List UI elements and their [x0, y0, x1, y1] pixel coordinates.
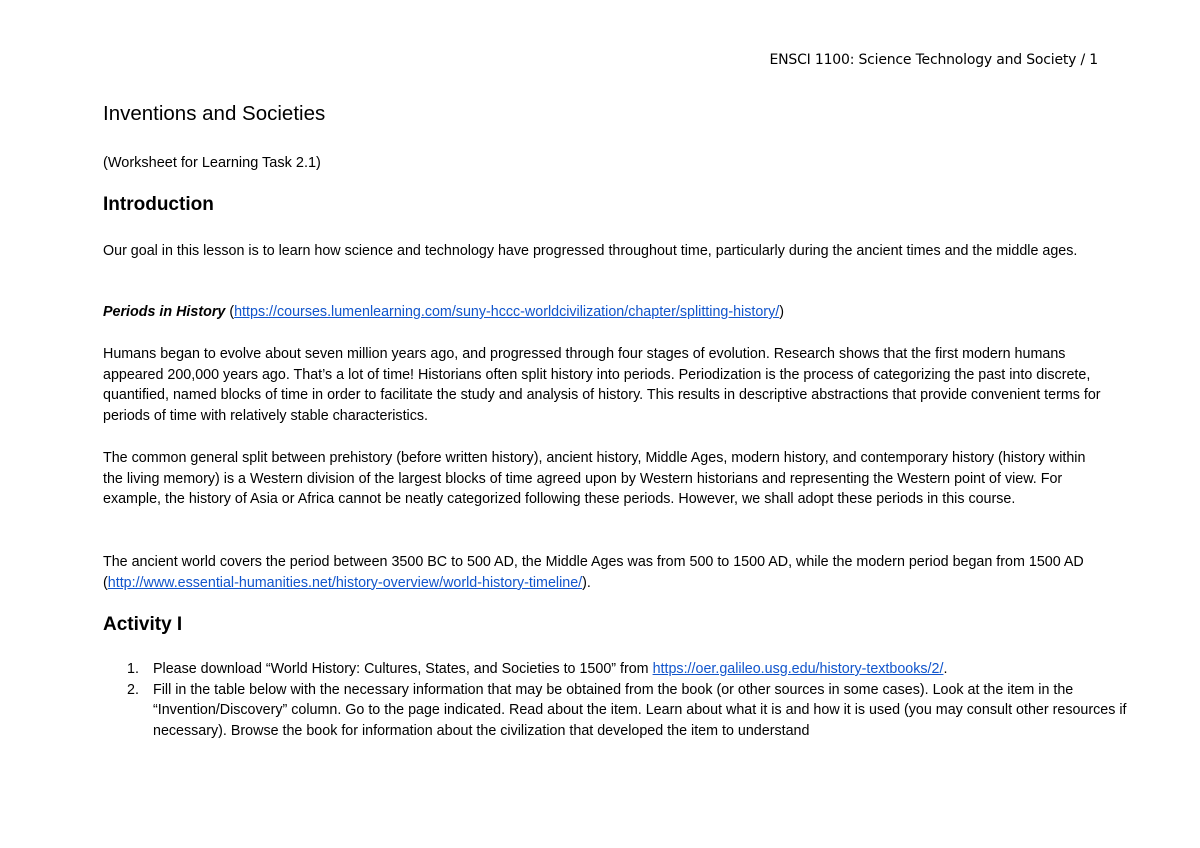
- textbook-download-link[interactable]: https://oer.galileo.usg.edu/history-textbooks/2/: [652, 661, 944, 677]
- step-number: 2.: [127, 681, 139, 698]
- timeline-text: The ancient world covers the period between 3500 BC to 500 AD, the Middle Ages was from 500 to 1500 AD, while the modern period began from 1500 AD (: [103, 554, 1084, 591]
- open-paren: (: [225, 304, 235, 320]
- step-number: 1.: [127, 661, 139, 677]
- periods-paragraph-evolution: Humans began to evolve about seven million years ago, and progressed through four stages of evolution. Research shows that the first modern humans appeared 200,000 years ago. That’s a lot of time! Historians often split history into periods. Periodization is the process of categorizing the past into discrete, quantified, named blocks of time in order to facilitate the study and analysis of history. This results in descriptive abstractions that provide convenient terms for periods of time with relatively stable characteristics.: [103, 346, 1101, 425]
- document-subtitle: (Worksheet for Learning Task 2.1): [103, 155, 321, 171]
- timeline-link[interactable]: http://www.essential-humanities.net/history-overview/world-history-timeline/: [107, 574, 583, 591]
- introduction-heading: Introduction: [103, 194, 214, 215]
- step-text: Please download “World History: Cultures, States, and Societies to 1500” from: [153, 661, 653, 677]
- periods-paragraph-western-split: The common general split between prehistory (before written history), ancient history, Middle Ages, modern history, and contemporary history (history within the living memory) is a Western division of the largest blocks of time agreed upon by Western historians and representing the Western point of view. For example, the history of Asia or Africa cannot be neatly categorized following these periods. However, we shall adopt these periods in this course.: [103, 450, 1086, 508]
- timeline-end: ).: [582, 574, 591, 591]
- step-text: Fill in the table below with the necessary information that may be obtained from the book (or other sources in some cases). Look at the item in the “Invention/Discovery” column. Go to the page indicated. Read about the item. Learn about what it is and how it is used (you may consult other resources if necessary). Browse the book for information about the civilization that developed the item to understand: [153, 681, 1127, 740]
- periods-in-history-line: [103, 304, 784, 320]
- introduction-paragraph: Our goal in this lesson is to learn how science and technology have progressed throughout time, particularly during the ancient times and the middle ages.: [103, 243, 1078, 259]
- document-title: Inventions and Societies: [103, 102, 326, 125]
- activity-heading: Activity I: [103, 614, 183, 635]
- running-header: ENSCI 1100: Science Technology and Society / 1: [769, 52, 1098, 68]
- periods-source-link[interactable]: https://courses.lumenlearning.com/suny-hccc-worldcivilization/chapter/splitting-history/: [234, 304, 780, 320]
- activity-steps-list: [103, 659, 1153, 742]
- close-paren: ): [779, 304, 784, 320]
- step-end: .: [943, 661, 948, 677]
- list-item: [127, 659, 1153, 680]
- list-item: [127, 680, 1153, 742]
- periods-paragraph-timeline: [103, 552, 1103, 593]
- periods-in-history-label: Periods in History: [103, 304, 226, 320]
